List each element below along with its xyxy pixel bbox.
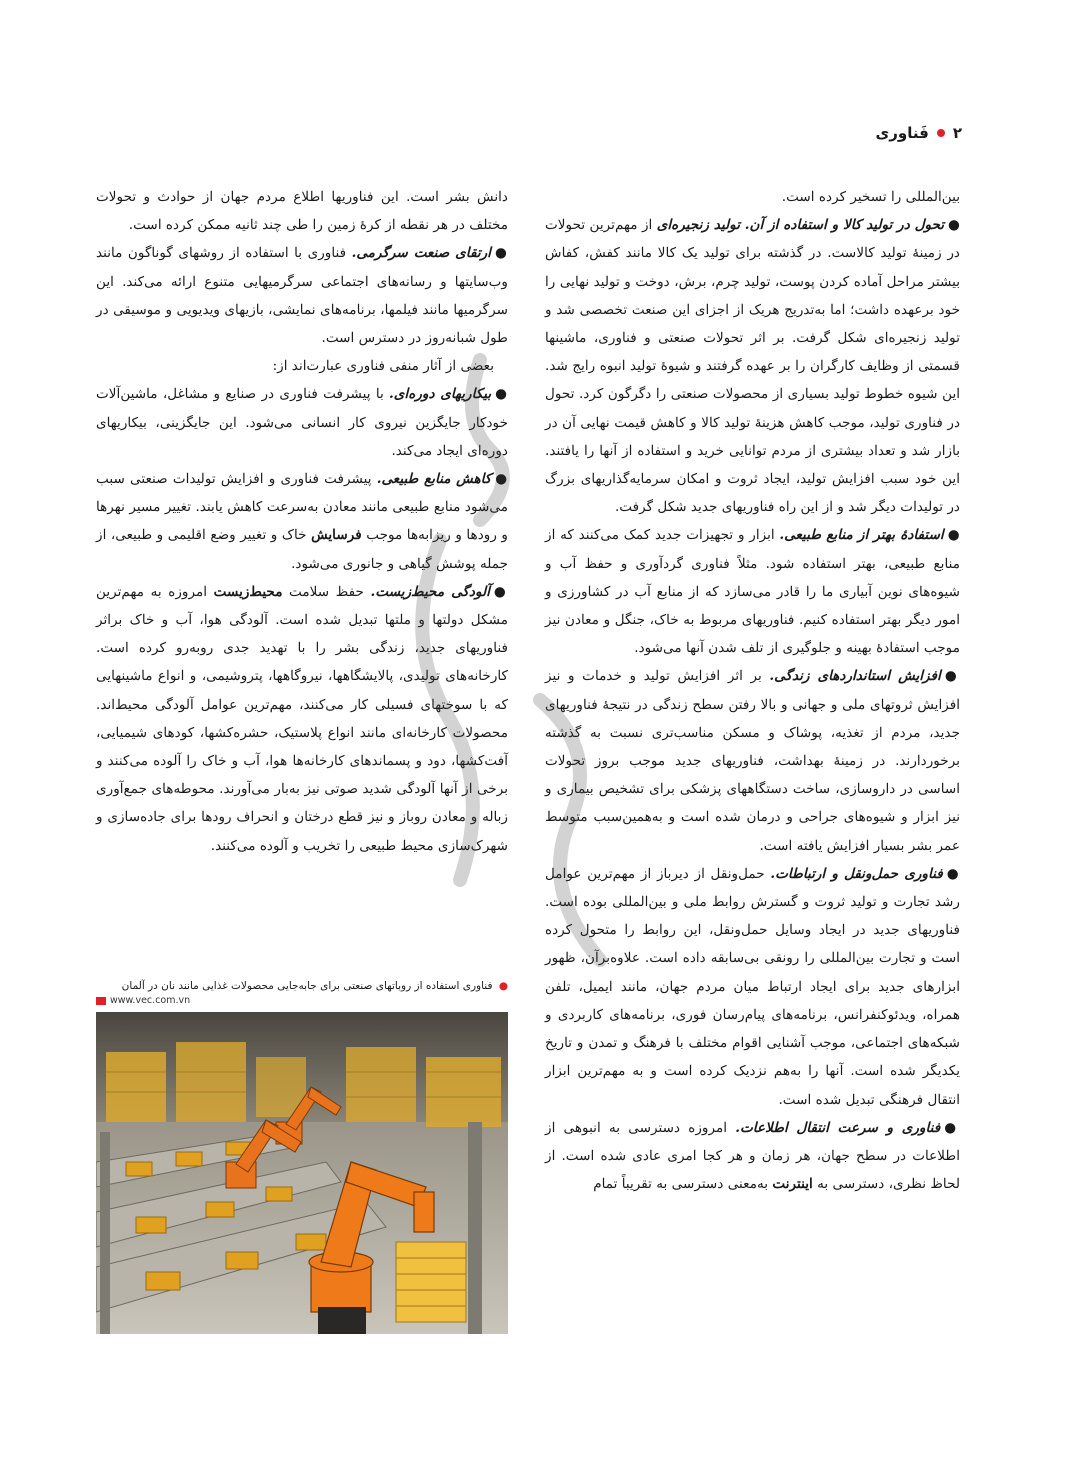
paragraph-text: دانش بشر است. این فناوریها اطلاع مردم جهان از حوادث و تحولات مختلف در هر نقطه از کرهٔ زمین را طی چند ثانیه ممکن کرده است.: [96, 189, 508, 234]
bullet-heading: کاهش منابع طبیعی.: [376, 471, 492, 488]
page-number: ۲: [952, 124, 962, 142]
paragraph-text: امروزه دسترسی به انبوهی از اطلاعات در سطح جهان، هر زمان و هر کجا امری عادی شده است. از لحاظ نظری، دسترسی به: [545, 1119, 960, 1193]
bullet-icon: ●: [495, 471, 509, 488]
credit-logo-icon: [96, 997, 106, 1005]
bullet-paragraph: [545, 1114, 960, 1199]
bullet-paragraph: [545, 860, 960, 1114]
page-header: [876, 118, 962, 148]
bullet-paragraph: [545, 521, 960, 662]
paragraph-text-tail: امروزه به مهم‌ترین مشکل دولتها و ملتها تبدیل شده است. آلودگی هوا، آب و خاک براثر فناوریهای جدید، زندگی بشر را با تهدید جدی روبه‌رو کرده است. کارخانه‌های تولیدی، پالایشگاهها، نیروگاهها، پتروشیمی، و انواع ماشینهایی که با سوختهای فسیلی کار می‌کنند، مهم‌ترین عوامل آلودگی محیط‌اند. محصولات کارخانه‌ای مانند انواع پلاستیک، حشره‌کشها، کودهای شیمیایی، آفت‌کشها، دود و پسماندهای کارخانه‌ها هوا، آب و خاک را آلوده می‌کنند و برخی از آنها آلودگی شدید صوتی نیز به‌بار می‌آورند. محوطه‌های جمع‌آوری زباله و معادن روباز و نیز قطع درختان و انحراف رودها برای جاده‌سازی و شهرک‌سازی محیط طبیعی را تخریب و آلوده می‌کنند.: [96, 583, 508, 854]
bullet-heading: تحول در تولید کالا و استفاده از آن. تولید زنجیره‌ای: [656, 217, 945, 234]
bullet-paragraph: [545, 211, 960, 521]
right-column: [545, 183, 960, 1198]
paragraph-text: حمل‌ونقل از دیرباز از مهم‌ترین عوامل رشد تجارت و تولید ثروت و گسترش روابط ملی و بین‌المللی بوده است. فناوریهای جدید در ایجاد وسایل حمل‌ونقل، این روابط را متحول کرده است و تجارت بین‌المللی را رونقی بی‌سابقه داده است. علاوه‌برآن، ظهور ابزارهای جدید برای ایجاد ارتباط میان مردم جهان، مانند ایمیل، تلفن همراه، ویدئوکنفرانس، برنامه‌های پیام‌رسان فوری، برنامه‌های کاربردی و شبکه‌های اجتماعی، موجب آشنایی اقوام مختلف با فرهنگ و تمدن و تاریخ یکدیگر شده است. آنها را به‌هم نزدیک کرده است و به مهم‌ترین ابزار انتقال فرهنگی تبدیل شده است.: [545, 865, 960, 1108]
paragraph-text: ابزار و تجهیزات جدید کمک می‌کنند که از منابع طبیعی، بهتر استفاده شود. مثلاً فناوری گردآوری و حفظ آب و شیوه‌های نوین آبیاری ما را قادر می‌سازد که از منابع آب در کشاورزی و امور دیگر بهتر استفاده کنیم. فناوریهای مربوط به خاک، جنگل و معادن نیز موجب استفادهٔ بهینه و جلوگیری از تلف شدن آنها می‌شود.: [545, 527, 960, 657]
bullet-paragraph: [96, 578, 508, 860]
paragraph-text: فناوری با استفاده از روشهای گوناگون مانند وب‌سایتها و رسانه‌های اجتماعی سرگرمیهایی متنوع ارائه می‌کند. این سرگرمیها مانند فیلمها، برنامه‌های نمایشی، بازیهای ویدیویی و موسیقی در طول شبانه‌روز در دسترس است.: [96, 245, 508, 347]
bullet-heading: فناوری و سرعت انتقال اطلاعات.: [735, 1119, 941, 1136]
figure-credit: [96, 994, 508, 1008]
paragraph-text-tail: به‌معنی دسترسی به تقریباً تمام: [593, 1176, 773, 1193]
bullet-icon: ●: [494, 245, 508, 262]
paragraph-text: با پیشرفت فناوری در صنایع و مشاغل، ماشین‌آلات خودکار جایگزین نیروی کار انسانی می‌شود. این جایگزینی، بیکاریهای دوره‌ای ایجاد می‌کند.: [96, 386, 508, 459]
bullet-heading: استفادهٔ بهتر از منابع طبیعی.: [779, 527, 944, 544]
factory-robots-photo: [96, 1012, 508, 1334]
bullet-paragraph: [96, 239, 508, 352]
left-column: [96, 183, 508, 860]
bullet-heading: آلودگی محیط‌زیست.: [370, 583, 490, 600]
paragraph-text: بعضی از آثار منفی فناوری عبارت‌اند از:: [272, 358, 494, 375]
bullet-icon: ●: [944, 1119, 960, 1136]
figure-caption: [96, 978, 508, 994]
bullet-dot-icon: [937, 129, 945, 137]
bullet-paragraph: [545, 662, 960, 859]
bold-term: اینترنت: [772, 1176, 813, 1193]
bullet-icon: ●: [493, 583, 508, 600]
caption-dot-icon: ●: [498, 980, 508, 992]
paragraph-text-tail: خاک و تغییر وضع اقلیمی و طبیعی، از جمله پوشش گیاهی و جانوری می‌شود.: [96, 527, 508, 572]
bullet-heading: افزایش استانداردهای زندگی.: [769, 668, 941, 685]
figure-credit-text: www.vec.com.vn: [110, 995, 191, 1006]
paragraph: [545, 183, 960, 211]
figure-caption-text: فناوری استفاده از روباتهای صنعتی برای جابه‌جایی محصولات غذایی مانند نان در آلمان: [121, 980, 493, 992]
bullet-heading: فناوری حمل‌ونقل و ارتباطات.: [770, 865, 943, 882]
bullet-heading: بیکاریهای دوره‌ای.: [389, 386, 492, 403]
page-title: فَناوری: [875, 124, 929, 142]
bullet-icon: ●: [947, 527, 960, 544]
figure: [96, 978, 508, 1334]
paragraph: [96, 352, 508, 380]
bold-term: محیط‌زیست: [213, 583, 283, 600]
paragraph-text: بر اثر افزایش تولید و خدمات و نیز افزایش ثروتهای ملی و جهانی و بالا رفتن سطح زندگی در نتیجهٔ فناوریهای جدید، مردم از تغذیه، پوشاک و مسکن مناسب‌تری نسبت به گذشته برخوردارند. در زمینهٔ بهداشت، فناوریهای جدید موجب بروز تحولات اساسی در داروسازی، ساخت دستگاههای پزشکی برای تشخیص بیماری و نیز ابزار و شیوه‌های جراحی و درمان شده است و به‌همین‌سبب متوسط عمر بشر بسیار افزایش یافته است.: [545, 668, 960, 854]
bullet-heading: ارتقای صنعت سرگرمی.: [351, 245, 491, 262]
bullet-paragraph: [96, 380, 508, 465]
paragraph: [96, 183, 508, 239]
bullet-icon: ●: [495, 386, 508, 403]
bullet-icon: ●: [946, 865, 960, 882]
bullet-paragraph: [96, 465, 508, 578]
bold-term: فرسایش: [311, 527, 362, 544]
paragraph-text: پیشرفت فناوری و افزایش تولیدات صنعتی سبب می‌شود منابع طبیعی مانند معادن به‌سرعت کاهش یابند. تغییر مسیر نهرها و رودها و ریزابه‌ها موجب: [96, 471, 508, 544]
bullet-icon: ●: [948, 217, 960, 234]
paragraph-text: بین‌المللی را تسخیر کرده است.: [781, 189, 960, 205]
paragraph-text: حفظ سلامت: [282, 583, 371, 600]
bullet-icon: ●: [944, 668, 960, 685]
paragraph-text: از مهم‌ترین تحولات در زمینهٔ تولید کالاست. در گذشته برای تولید یک کالا مانند کفش، کفاش بیشتر مراحل آماده کردن پوست، تولید چرم، برش، دوخت و تولید نهایی را خود برعهده داشت؛ اما به‌تدریج هریک از اجزای این صنعت تخصصی شد و تولید زنجیره‌ای شکل گرفت. بر اثر تحولات صنعتی و فناوری، ماشینها قسمتی از وظایف کارگران را بر عهده گرفتند و شیوهٔ تولید انبوه رایج شد. این شیوه خطوط تولید بسیاری از محصولات صنعتی را دگرگون کرد. تحول در فناوری تولید، موجب کاهش هزینهٔ تولید کالا و کاهش قیمت نهایی آن در بازار شد و تعداد بیشتری از مردم توانایی خرید و استفاده از آنها را یافتند. این خود سبب افزایش تولید، ایجاد ثروت و امکان سرمایه‌گذاریهای بزرگ در تولیدات دیگر شد و از این راه فناوریهای جدید شکل گرفت.: [545, 217, 960, 516]
